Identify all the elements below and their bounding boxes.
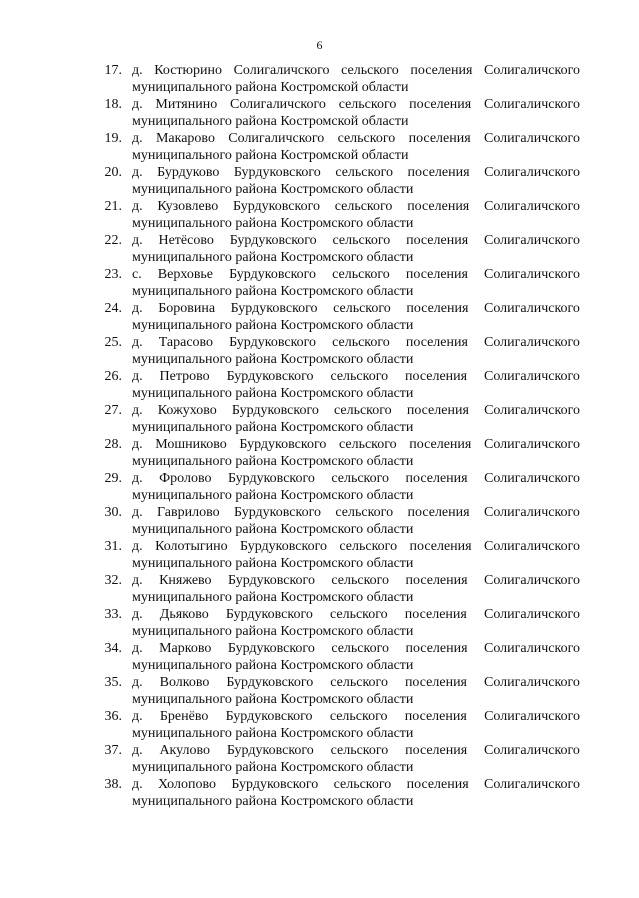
list-item (88, 130, 580, 164)
list-item (88, 606, 580, 640)
item-word: Бурдуковского (227, 471, 315, 486)
list-item (88, 776, 580, 810)
item-word: Боровина (158, 301, 216, 316)
item-line-2: муниципального района Костромского области (132, 624, 414, 639)
item-word: Солигаличского (228, 131, 325, 146)
item-line-1 (132, 300, 580, 317)
item-number: 20. (104, 165, 122, 180)
list-item (88, 504, 580, 538)
item-word: сельского (330, 369, 389, 384)
item-word: сельского (329, 607, 388, 622)
item-word: сельского (339, 539, 398, 554)
item-number: 38. (104, 777, 122, 792)
item-word: д. (132, 131, 143, 146)
item-line-1 (132, 368, 580, 385)
item-word: поселения (404, 709, 467, 724)
item-word: поселения (406, 777, 469, 792)
item-word: д. (132, 471, 143, 486)
item-word: поселения (406, 301, 469, 316)
list-item (88, 334, 580, 368)
item-word: Бурдуковского (226, 675, 314, 690)
list-item (88, 266, 580, 300)
item-word: Бурдуковского (225, 607, 313, 622)
item-word: Бурдуковского (240, 539, 327, 554)
item-line-2: муниципального района Костромского области (132, 352, 414, 367)
item-line-2: муниципального района Костромской области (132, 148, 409, 163)
item-word: Солигаличского (484, 709, 580, 724)
item-word: Бурдуковского (226, 369, 314, 384)
item-word: Акулово (159, 743, 211, 758)
item-word: Бурдуковского (227, 641, 315, 656)
item-word: д. (132, 607, 143, 622)
item-number: 22. (104, 233, 122, 248)
list-item (88, 96, 580, 130)
item-line-1 (132, 538, 580, 555)
item-word: поселения (405, 641, 468, 656)
item-word: Бурдуковского (239, 437, 327, 452)
item-word: Бренёво (159, 709, 209, 724)
item-line-1 (132, 96, 580, 113)
item-number: 32. (104, 573, 122, 588)
item-line-1 (132, 470, 580, 487)
item-line-1 (132, 198, 580, 215)
item-word: Тарасово (158, 335, 214, 350)
item-word: поселения (405, 369, 468, 384)
item-number: 24. (104, 301, 122, 316)
item-line-1 (132, 572, 580, 589)
list-item (88, 708, 580, 742)
item-word: поселения (408, 131, 471, 146)
item-line-1 (132, 130, 580, 147)
item-word: Бурдуковского (226, 743, 314, 758)
item-word: д. (132, 199, 143, 214)
item-line-1 (132, 436, 580, 453)
item-number: 21. (104, 199, 122, 214)
item-word: Холопово (157, 777, 216, 792)
item-word: д. (132, 505, 143, 520)
item-word: сельского (333, 301, 391, 316)
item-word: поселения (405, 335, 468, 350)
list-item (88, 572, 580, 606)
item-line-2: муниципального района Костромского области (132, 454, 414, 469)
item-word: Макарово (155, 131, 215, 146)
item-word: сельского (332, 233, 391, 248)
item-word: Солигаличского (484, 607, 580, 622)
list-item (88, 198, 580, 232)
item-word: Колотыгино (155, 539, 228, 554)
item-line-1 (132, 640, 580, 657)
item-word: сельского (331, 471, 390, 486)
item-line-2: муниципального района Костромского области (132, 590, 414, 605)
item-word: поселения (407, 165, 470, 180)
item-word: д. (132, 403, 143, 418)
item-number: 23. (104, 267, 122, 282)
item-word: с. (132, 267, 142, 282)
item-word: Бурдуковского (233, 165, 321, 180)
item-line-2: муниципального района Костромского области (132, 760, 414, 775)
item-word: поселения (409, 437, 472, 452)
item-number: 37. (104, 743, 122, 758)
item-word: д. (132, 63, 143, 78)
item-line-2: муниципального района Костромского области (132, 658, 414, 673)
item-line-2: муниципального района Костромского области (132, 284, 414, 299)
list-item (88, 742, 580, 776)
list-item (88, 368, 580, 402)
item-word: Солигаличского (484, 403, 580, 418)
item-word: поселения (407, 199, 470, 214)
item-line-2: муниципального района Костромского области (132, 726, 414, 741)
item-word: сельского (335, 165, 393, 180)
item-word: д. (132, 641, 143, 656)
item-line-1 (132, 334, 580, 351)
item-word: д. (132, 335, 143, 350)
item-line-2: муниципального района Костромского области (132, 556, 414, 571)
item-word: Солигаличского (484, 267, 580, 282)
page-number: 6 (316, 38, 323, 52)
item-word: сельского (337, 131, 396, 146)
item-word: поселения (405, 471, 468, 486)
item-line-2: муниципального района Костромского области (132, 692, 414, 707)
item-word: поселения (406, 233, 469, 248)
item-word: сельского (332, 335, 390, 350)
item-word: Солигаличского (484, 471, 580, 486)
item-word: Дьяково (159, 607, 209, 622)
item-word: д. (132, 369, 143, 384)
item-word: Митянино (155, 97, 218, 112)
item-word: Бурдуковского (228, 573, 315, 588)
item-word: Гаврилово (157, 505, 220, 520)
item-word: Волково (159, 675, 210, 690)
item-word: поселения (409, 539, 472, 554)
item-line-1 (132, 606, 580, 623)
item-word: д. (132, 573, 143, 588)
item-word: поселения (406, 403, 469, 418)
item-word: д. (132, 165, 143, 180)
item-word: Мошниково (155, 437, 227, 452)
item-line-1 (132, 776, 580, 793)
item-line-1 (132, 742, 580, 759)
item-number: 27. (104, 403, 122, 418)
item-word: Солигаличского (484, 539, 580, 554)
item-word: Солигаличского (484, 641, 580, 656)
item-word: Нетёсово (158, 233, 214, 248)
item-number: 28. (104, 437, 122, 452)
item-word: поселения (405, 573, 468, 588)
list-item (88, 640, 580, 674)
item-word: Кузовлево (157, 199, 219, 214)
item-word: Солигаличского (229, 97, 326, 112)
item-word: Солигаличского (484, 335, 580, 350)
item-number: 34. (104, 641, 122, 656)
item-word: д. (132, 233, 143, 248)
item-word: д. (132, 301, 143, 316)
item-line-2: муниципального района Костромской области (132, 114, 409, 129)
item-line-2: муниципального района Костромского области (132, 182, 414, 197)
item-word: Солигаличского (484, 199, 580, 214)
item-word: поселения (407, 505, 470, 520)
item-number: 29. (104, 471, 122, 486)
list-item (88, 538, 580, 572)
item-word: Солигаличского (484, 301, 580, 316)
item-word: Солигаличского (484, 233, 580, 248)
item-number: 25. (104, 335, 122, 350)
item-word: поселения (404, 607, 467, 622)
list-item (88, 674, 580, 708)
item-word: Бурдуковского (234, 505, 321, 520)
item-word: Солигаличского (484, 505, 580, 520)
settlement-list (88, 62, 580, 810)
item-line-2: муниципального района Костромской области (132, 80, 409, 95)
item-word: д. (132, 709, 143, 724)
item-word: Бурдуковского (229, 267, 317, 282)
list-item (88, 436, 580, 470)
item-line-2: муниципального района Костромского области (132, 386, 414, 401)
list-item (88, 164, 580, 198)
item-word: Кожухово (157, 403, 217, 418)
item-word: Солигаличского (484, 369, 580, 384)
item-word: Солигаличского (233, 63, 330, 78)
item-word: сельского (338, 97, 397, 112)
item-word: поселения (410, 63, 473, 78)
item-line-1 (132, 402, 580, 419)
item-number: 36. (104, 709, 122, 724)
item-word: Солигаличского (484, 437, 580, 452)
item-word: сельского (330, 675, 388, 690)
item-line-1 (132, 504, 580, 521)
list-item (88, 232, 580, 266)
item-line-2: муниципального района Костромского области (132, 250, 414, 265)
item-word: сельского (329, 709, 388, 724)
item-word: Солигаличского (484, 131, 580, 146)
item-line-1 (132, 164, 580, 181)
item-line-1 (132, 232, 580, 249)
item-word: поселения (409, 97, 472, 112)
item-word: сельского (330, 743, 389, 758)
item-word: Солигаличского (484, 63, 580, 78)
item-line-2: муниципального района Костромского области (132, 318, 414, 333)
item-number: 35. (104, 675, 122, 690)
item-word: Солигаличского (484, 675, 580, 690)
item-word: Бурдуковского (229, 233, 317, 248)
item-word: Верховье (157, 267, 214, 282)
item-line-1 (132, 674, 580, 691)
item-word: Бурдуковского (233, 199, 320, 214)
item-word: поселения (404, 675, 468, 690)
item-line-2: муниципального района Костромского области (132, 794, 414, 809)
item-number: 17. (104, 63, 122, 78)
item-word: сельского (341, 63, 399, 78)
item-word: поселения (405, 743, 468, 758)
item-word: сельского (333, 777, 392, 792)
item-number: 33. (104, 607, 122, 622)
item-word: Марково (159, 641, 212, 656)
item-number: 26. (104, 369, 122, 384)
list-item (88, 300, 580, 334)
item-word: Фролово (159, 471, 212, 486)
item-word: сельского (335, 505, 394, 520)
list-item (88, 402, 580, 436)
item-number: 19. (104, 131, 122, 146)
item-line-2: муниципального района Костромского области (132, 488, 414, 503)
item-word: сельского (334, 199, 393, 214)
item-word: сельского (338, 437, 397, 452)
item-word: Бурдуковского (225, 709, 313, 724)
item-word: поселения (405, 267, 468, 282)
item-word: д. (132, 743, 143, 758)
list-item (88, 470, 580, 504)
item-word: Солигаличского (484, 97, 580, 112)
item-word: Солигаличского (484, 743, 580, 758)
item-number: 30. (104, 505, 122, 520)
item-word: сельского (331, 641, 389, 656)
item-line-1 (132, 62, 580, 79)
item-word: Бурдуковского (231, 777, 319, 792)
item-word: сельского (331, 573, 390, 588)
item-word: Бурдуковского (230, 301, 318, 316)
item-word: Солигаличского (484, 165, 580, 180)
item-word: сельского (332, 267, 390, 282)
item-word: д. (132, 97, 143, 112)
item-word: сельского (334, 403, 392, 418)
item-word: Костюрино (154, 63, 222, 78)
item-word: д. (132, 437, 143, 452)
item-number: 31. (104, 539, 122, 554)
item-word: Солигаличского (484, 573, 580, 588)
list-item (88, 62, 580, 96)
item-line-1 (132, 266, 580, 283)
item-word: Княжево (159, 573, 212, 588)
item-word: Бурдуково (157, 165, 220, 180)
item-number: 18. (104, 97, 122, 112)
item-word: д. (132, 539, 143, 554)
item-word: Бурдуковского (231, 403, 319, 418)
item-word: Бурдуковского (229, 335, 317, 350)
item-line-2: муниципального района Костромского области (132, 522, 414, 537)
item-word: д. (132, 675, 143, 690)
item-word: Солигаличского (484, 777, 580, 792)
item-word: д. (132, 777, 143, 792)
item-line-2: муниципального района Костромского области (132, 420, 414, 435)
item-line-1 (132, 708, 580, 725)
item-word: Петрово (159, 369, 210, 384)
item-line-2: муниципального района Костромского области (132, 216, 414, 231)
